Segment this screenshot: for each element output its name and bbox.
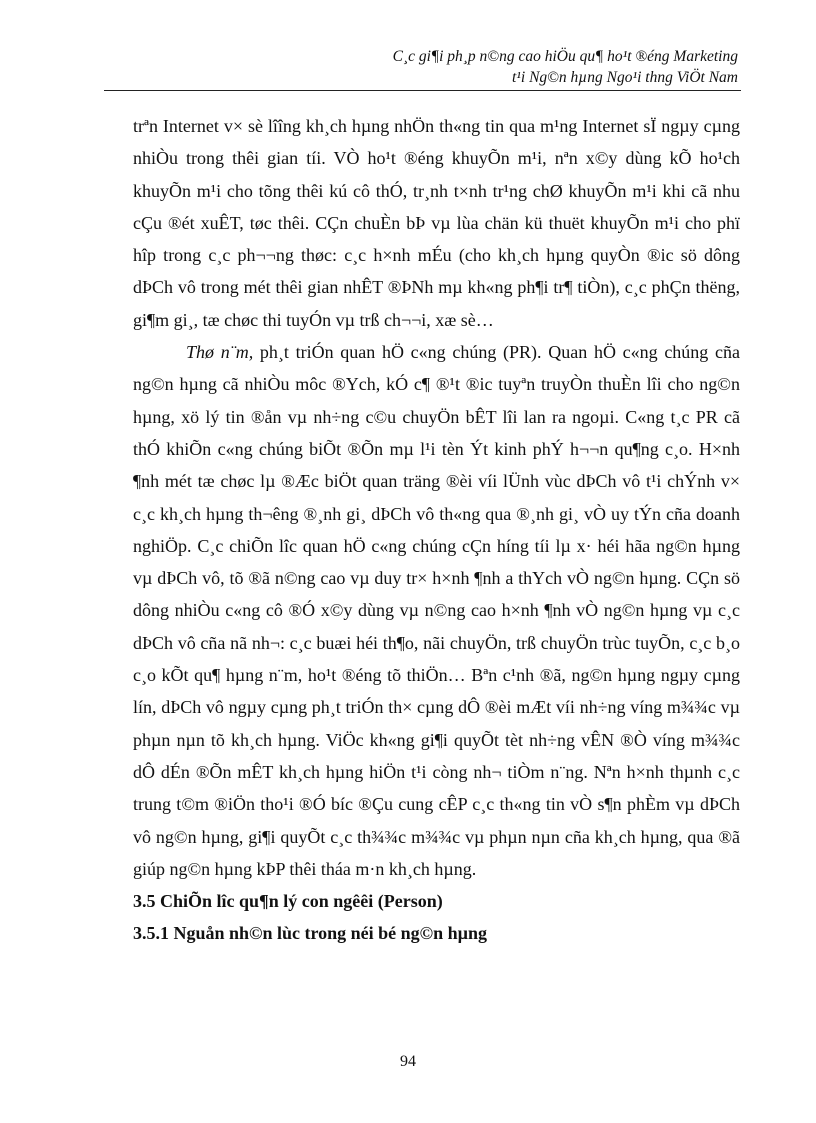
paragraph-promotion: trªn Internet v× sè lîîng kh¸ch hµng nhÖn th«ng tin qua m¹ng Internet sÏ ngµy cµng nhiÒu trong thêi gian tíi. VÒ ho¹t ®éng khuyÕn m¹i, nªn x©y dùng kÕ ho¹ch khuyÕn m¹i cho tõng thêi kú cô thÓ, tr¸nh t×nh tr¹ng chØ khuyÕn m¹i khi cã nhu cÇu ®ét xuÊT, tøc thêi. CÇn chuÈn bÞ vµ lùa chän kü thuët khuyÕn m¹i cho phï hîp trong c¸c ph¬¬ng thøc: c¸c h×nh mÉu (cho kh¸ch hµng quyÒn ®ic sö dông dÞCh vô trong mét thêi gian nhÊT ®ÞNh mµ kh«ng ph¶i tr¶ tiÒn), c¸c phÇn thëng, gi¶m gi¸, tæ chøc thi tuyÓn vµ trß ch¬¬i, xæ sè… (133, 116, 740, 330)
paragraph-lead: Thø n¨m, (186, 342, 254, 363)
header-rule (104, 90, 741, 91)
running-header (218, 46, 738, 88)
header-line-1: C¸c gi¶i ph¸p n©ng cao hiÖu qu¶ ho¹t ®éng Marketing (392, 48, 738, 65)
body-text (133, 110, 740, 950)
section-heading-3-5: 3.5 ChiÕn lîc qu¶n lý con ngêêi (Person) (133, 891, 443, 912)
paragraph-public-relations (133, 336, 740, 885)
header-line-2: t¹i Ng©n hµng Ngo¹i thng ViÖt Nam (511, 69, 738, 86)
page-number: 94 (400, 1053, 416, 1070)
paragraph-pr-text: ph¸t triÓn quan hÖ c«ng chúng (PR). Quan hÖ c«ng chúng cña ng©n hµng cã nhiÒu môc ®Ych, kÓ c¶ ®¹t ®ic tuyªn truyÒn thuÈn lîi cho ng©n hµng, xö lý tin ®ån vµ nh÷ng c©u chuyÖn bÊT lîi lan ra ngoµi. C«ng t¸c PR cã thÓ khiÕn c«ng chúng biÕt ®Õn mµ l¹i tèn Ýt kinh phÝ h¬¬n qu¶ng c¸o. H×nh ¶nh mét tæ chøc lµ ®Æc biÖt quan träng ®èi víi lÜnh vùc dÞCh vô t¹i chÝnh v× c¸c kh¸ch hµng th¬êng ®¸nh gi¸ dÞCh vô th«ng qua ®¸nh gi¸ vÒ uy tÝn cña doanh nghiÖp. C¸c chiÕn lîc quan hÖ c«ng chúng cÇn híng tíi lµ x· héi hãa ng©n hµng vµ dÞCh vô, tõ ®ã n©ng cao vµ duy tr× h×nh ¶nh a thYch vÒ ng©n hµng. CÇn sö dông nhiÒu c«ng cô ®Ó x©y dùng vµ n©ng cao h×nh ¶nh vÒ ng©n hµng vµ c¸c dÞCh vô cña nã nh¬: c¸c buæi héi th¶o, nãi chuyÖn, trß chuyÖn trùc tuyÕn, c¸c b¸o c¸o kÕt qu¶ hµng n¨m, ho¹t ®éng tõ thiÖn… Bªn c¹nh ®ã, ng©n hµng ngµy cµng lín, dÞCh vô ngµy cµng ph¸t triÓn th× cµng dÔ ®èi mÆt víi nh÷ng víng m¾¾c vµ phµn nµn tõ kh¸ch hµng. ViÖc kh«ng gi¶i quyÕt tèt nh÷ng vÊN ®Ò víng m¾¾c dÔ dÉn ®Õn mÊT kh¸ch hµng hiÖn t¹i còng nh¬ tiÒm n¨ng. Nªn h×nh thµnh c¸c trung t©m ®iÖn tho¹i ®Ó bíc ®Çu cung cÊP c¸c th«ng tin vÒ s¶n phÈm vµ dÞCh vô ng©n hµng, gi¶i quyÕt c¸c th¾¾c m¾¾c vµ phµn nµn cña kh¸ch hµng, qua ®ã giúp ng©n hµng kÞP thêi tháa m·n kh¸ch hµng. (133, 342, 740, 879)
section-heading-3-5-1: 3.5.1 Nguån nh©n lùc trong néi bé ng©n hµng (133, 923, 488, 944)
